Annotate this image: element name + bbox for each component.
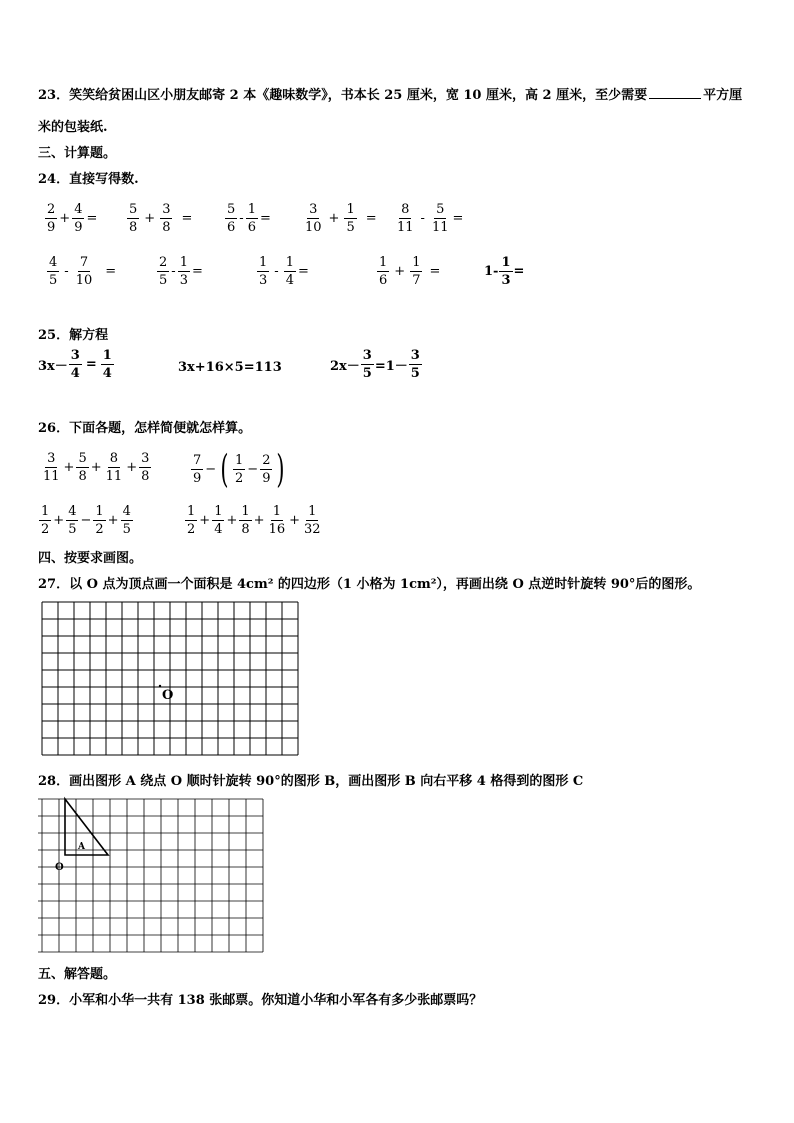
question-28-text: 28．画出图形 A 绕点 O 顺时针旋转 90°的图形 B，画出图形 B 向右平移 4 格得到的图形 C	[38, 774, 584, 789]
q28-grid[interactable]	[38, 796, 270, 956]
section-4-heading: 四、按要求画图。	[38, 551, 143, 566]
point-o-label: O	[162, 688, 174, 703]
triangle-a	[65, 799, 108, 855]
triangle-a-label: A	[78, 842, 85, 852]
q26-expr-4: $\frac{1}{2}$ + $\frac{1}{4}$ + $\frac{1}{8}$ + $\frac{1}{16}$ + $\frac{1}{32}$	[187, 504, 321, 537]
q26-expr-3: $\frac{1}{2}$ + $\frac{4}{5}$ − $\frac{1}{2}$ + $\frac{4}{5}$	[41, 504, 131, 537]
q24-item: $\frac{1}{3}$ - $\frac{1}{4}$ =	[259, 255, 309, 288]
q24-item: 1 - $\frac{1}{3}$ =	[484, 255, 525, 288]
question-24-title: 24．直接写得数.	[38, 172, 139, 187]
q24-item: $\frac{8}{11}$ - $\frac{5}{11}$ =	[397, 202, 464, 235]
question-23	[38, 84, 742, 103]
question-27-text: 27．以 O 点为顶点画一个面积是 4cm² 的四边形（1 小格为 1cm²），再画出绕 O 点逆时针旋转 90°后的图形。	[38, 577, 701, 592]
question-25-title: 25．解方程	[38, 328, 109, 343]
q24-item: $\frac{4}{5}$ - $\frac{7}{10}$ =	[49, 255, 117, 288]
q24-item: $\frac{2}{9}$ + $\frac{4}{9}$ =	[47, 202, 98, 235]
equation-2: 3x+16×5=113	[178, 360, 282, 375]
question-26-title: 26．下面各题，怎样简便就怎样算。	[38, 421, 252, 436]
q26-expr-1: $\frac{3}{11}$ + $\frac{5}{8}$ + $\frac{8}{11}$ + $\frac{3}{8}$	[43, 451, 150, 484]
q24-item: $\frac{5}{8}$ + $\frac{3}{8}$ =	[129, 202, 193, 235]
answer-blank[interactable]	[649, 86, 701, 99]
q24-item: $\frac{2}{5}$ - $\frac{1}{3}$ =	[159, 255, 203, 288]
equation-1: 3x－ $\frac{3}{4}$ = $\frac{1}{4}$	[38, 348, 112, 381]
point-o-label: O	[55, 862, 64, 873]
equation-3: 2x－ $\frac{3}{5}$ =1－ $\frac{3}{5}$	[330, 348, 420, 381]
q23-line2: 米的包装纸.	[38, 120, 108, 135]
section-5-heading: 五、解答题。	[38, 967, 117, 982]
q27-grid[interactable]	[40, 600, 300, 758]
point-o-marker	[159, 685, 161, 687]
q23-suffix: 平方厘	[703, 88, 743, 103]
q24-item: $\frac{1}{6}$ + $\frac{1}{7}$ =	[379, 255, 441, 288]
section-3-heading: 三、计算题。	[38, 146, 117, 161]
question-29-text: 29．小军和小华一共有 138 张邮票。你知道小华和小军各有多少张邮票吗？	[38, 993, 483, 1008]
q24-item: $\frac{3}{10}$ + $\frac{1}{5}$ =	[305, 202, 377, 235]
q24-item: $\frac{5}{6}$ - $\frac{1}{6}$ =	[227, 202, 271, 235]
q23-text: 23．笑笑给贫困山区小朋友邮寄 2 本《趣味数学》，书本长 25 厘米，宽 10 厘米，高 2 厘米，至少需要	[38, 88, 648, 103]
q26-expr-2: $\frac{7}{9}$ − ( $\frac{1}{2}$ − $\frac{2}{9}$ )	[193, 447, 285, 491]
